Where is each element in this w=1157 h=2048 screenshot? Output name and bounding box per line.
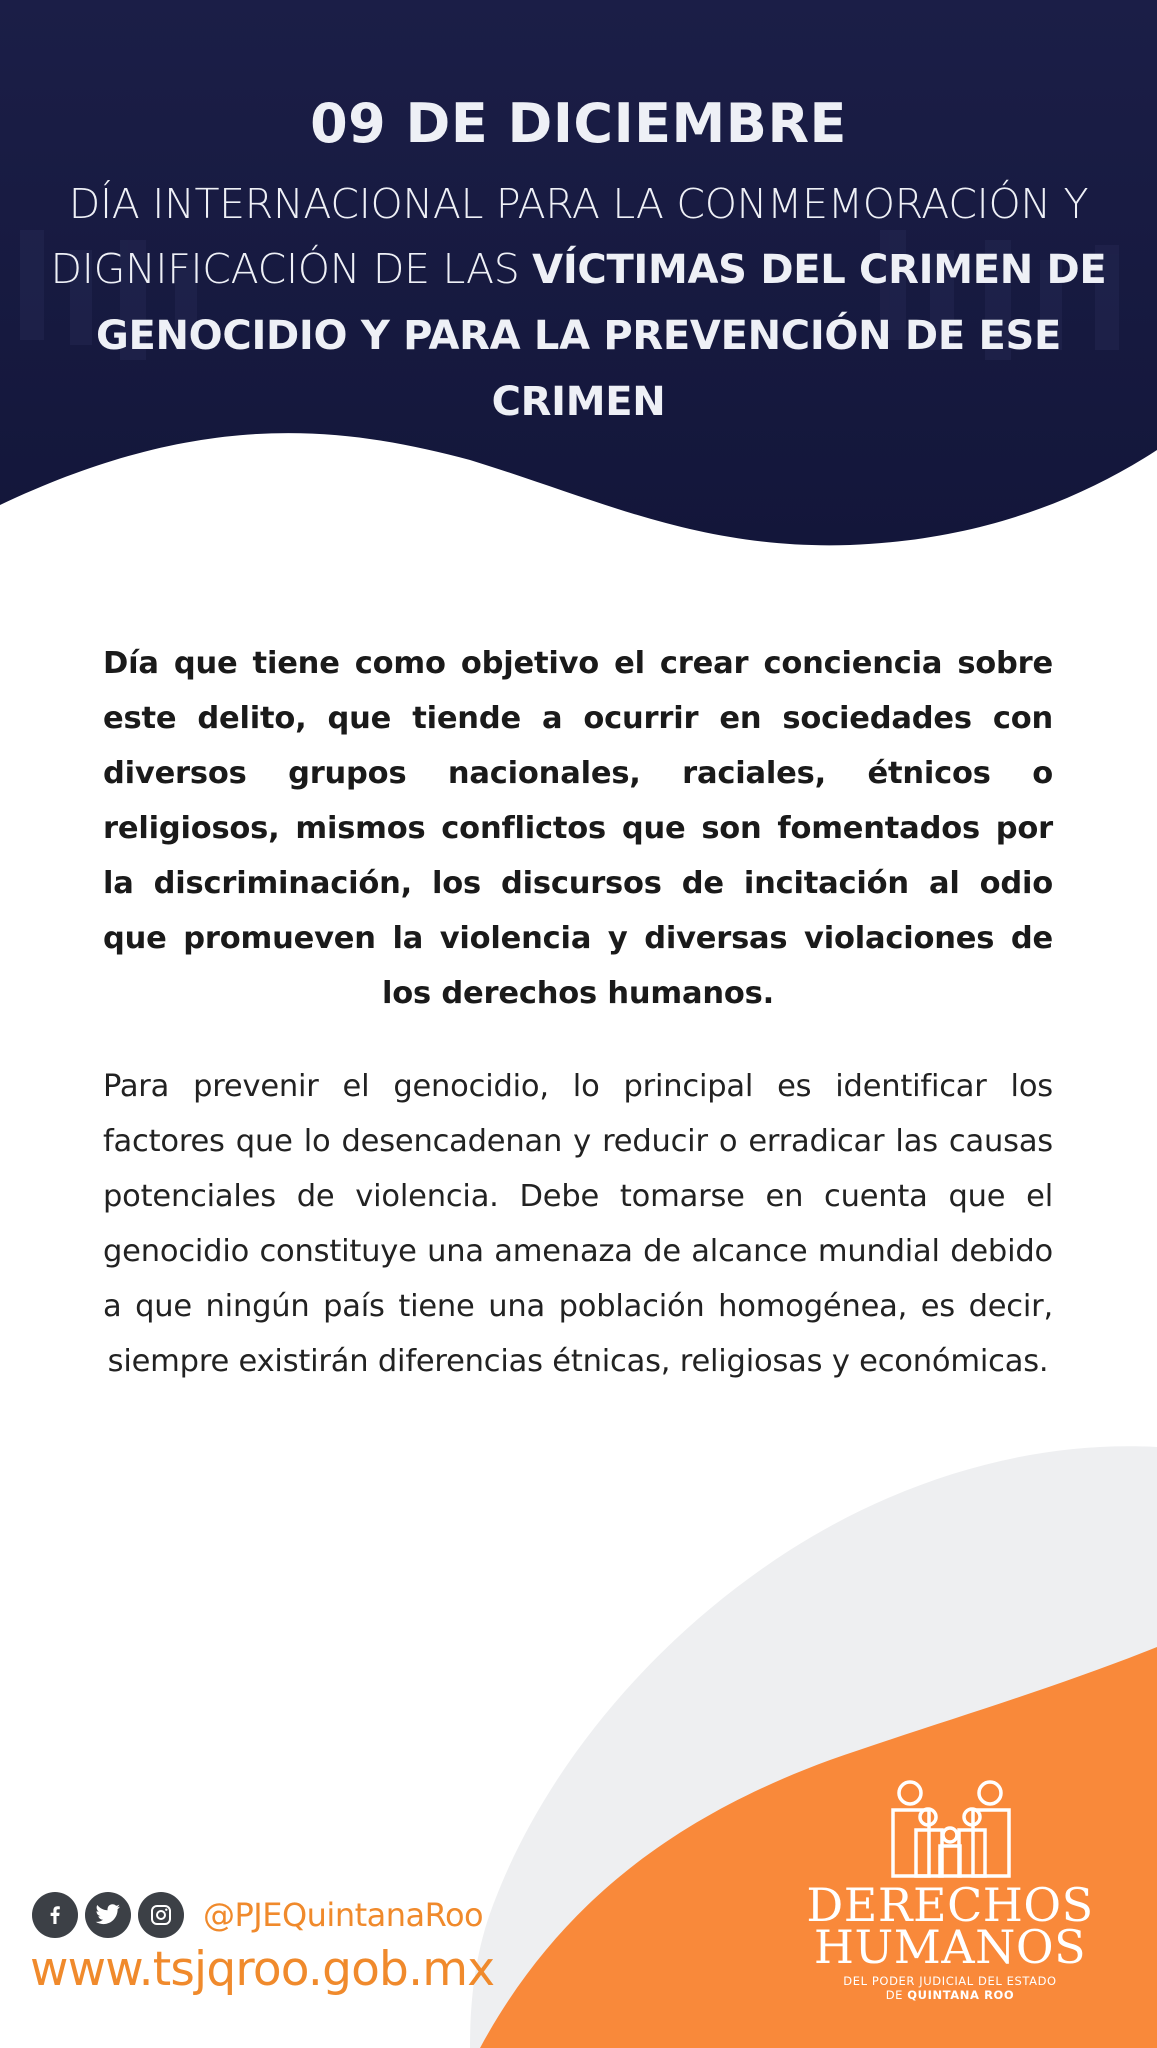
website-link[interactable]: www.tsjqroo.gob.mx bbox=[30, 1942, 495, 1997]
social-handle[interactable]: @PJEQuintanaRoo bbox=[203, 1896, 484, 1934]
facebook-icon[interactable] bbox=[32, 1892, 78, 1938]
logo-subtitle-line-1: DEL PODER JUDICIAL DEL ESTADO bbox=[843, 1974, 1057, 1988]
logo-title-line-1: DERECHOS bbox=[806, 1878, 1094, 1932]
logo-title-line-2: HUMANOS bbox=[813, 1920, 1087, 1974]
logo-subtitle-prefix: DE bbox=[885, 1988, 904, 2002]
paragraph-objective: Día que tiene como objetivo el crear conciencia sobre este delito, que tiende a ocurrir en sociedades con diversos grupos nacionales, raciales, étnicos o religiosos, mismos conflictos que son fomentados por la discriminación, los discursos de incitación al odio que promueven la violencia y diversas violaciones de los derechos humanos. bbox=[103, 646, 1053, 1011]
logo-subtitle-state: QUINTANA ROO bbox=[907, 1988, 1015, 2002]
date-title: 09 DE DICIEMBRE bbox=[310, 92, 847, 155]
subtitle-bold-text: VÍCTIMAS DEL CRIMEN DE GENOCIDIO Y PARA LA PREVENCIÓN DE ESE CRIMEN bbox=[95, 247, 1107, 425]
instagram-icon[interactable] bbox=[138, 1892, 184, 1938]
logo-subtitle-line-2 bbox=[805, 1988, 1095, 2002]
social-row bbox=[32, 1890, 483, 1940]
header-subtitle bbox=[24, 172, 1134, 435]
subtitle-light-text: DÍA INTERNACIONAL PARA LA CONMEMORACIÓN Y DIGNIFICACIÓN DE LAS bbox=[50, 180, 1089, 293]
paragraph-prevention: Para prevenir el genocidio, lo principal es identificar los factores que lo desencadenan y reducir o erradicar las causas potenciales de violencia. Debe tomarse en cuenta que el genocidio constituye una amenaza de alcance mundial debido a que ningún país tiene una población homogénea, es decir, siempre existirán diferencias étnicas, religiosas y económicas. bbox=[103, 1069, 1053, 1379]
twitter-icon[interactable] bbox=[85, 1892, 131, 1938]
family-figures-icon bbox=[885, 1780, 1015, 1880]
derechos-humanos-logo bbox=[805, 1780, 1095, 2010]
header bbox=[0, 88, 1157, 435]
